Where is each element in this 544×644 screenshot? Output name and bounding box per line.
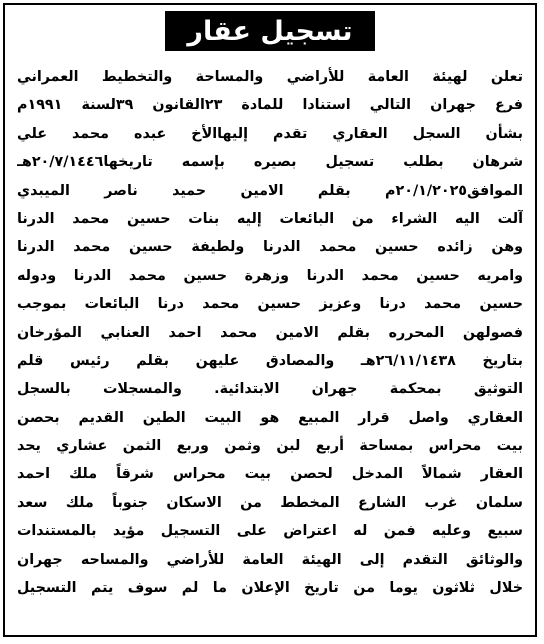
notice-line-18: والوثائق التقدم إلى الهيئة العامة للأراضي والمساحه جهران [17, 551, 523, 568]
notice-line-13: العقاري واصل قرار المبيع هو البيت الطين القديم بحصن [17, 409, 523, 426]
notice-line-8: وامريه حسين محمد الدرنا وزهرة حسين محمد الدرنا ودوله [17, 267, 523, 284]
notice-line-11: بتاريخ ٢٦/١١/١٤٣٨هـ والمصادق عليهن بقلم رئيس قلم [17, 352, 523, 369]
notice-line-5: الموافق٢٠/١/٢٠٢٥م بقلم الامين حميد ناصر الميبدي [17, 182, 523, 199]
notice-body [17, 63, 523, 602]
notice-line-3: بشأن السجل العقاري تقدم إليهاالأخ عبده محمد علي [17, 125, 523, 142]
notice-frame [3, 3, 537, 637]
notice-line-9: حسين محمد درنا وعزيز حسين محمد درنا البائعات بموجب [17, 296, 523, 313]
notice-line-14: بيت محراس بمساحة أربع لبن وثمن وربع الثمن عشاري يحد [17, 438, 523, 455]
notice-line-1: تعلن لهيئة العامة للأراضي والمساحة والتخطيط العمراني [17, 69, 523, 85]
notice-line-16: سلمان غرب الشارع المخطط من الاسكان جنوباً ملك سعد [17, 494, 523, 511]
notice-line-15: العقار شمالاً المدخل لحصن بيت محراس شرقاً ملك احمد [17, 466, 523, 483]
notice-line-17: سبيع وعليه فمن له اعتراض على التسجيل مؤيد بالمستندات [17, 523, 523, 540]
notice-line-7: وهن زائده حسين محمد الدرنا ولطيفة حسين محمد الدرنا [17, 239, 523, 256]
notice-line-10: فصولهن المحرره بقلم الامين محمد احمد العنابي المؤرخان [17, 324, 523, 341]
notice-line-12: التوثيق بمحكمة جهران الابتدائية. والمسجلات بالسجل [17, 381, 523, 398]
notice-line-19: خلال ثلاثون يوما من تاريخ الإعلان ما لم سوف يتم التسجيل [17, 580, 523, 597]
notice-line-6: آلت اليه الشراء من البائعات إليه بنات حسين محمد الدرنا [17, 210, 523, 227]
notice-line-2: فرع جهران التالي استنادا للمادة ٢٣القانون ٣٩لسنة ١٩٩١م [17, 97, 523, 114]
notice-line-4: شرهان بطلب تسجيل بصيره بإسمه تاريخها٢٠/٧/١٤٤٦هـ [17, 154, 523, 171]
notice-title: تسجيل عقار [165, 11, 375, 51]
